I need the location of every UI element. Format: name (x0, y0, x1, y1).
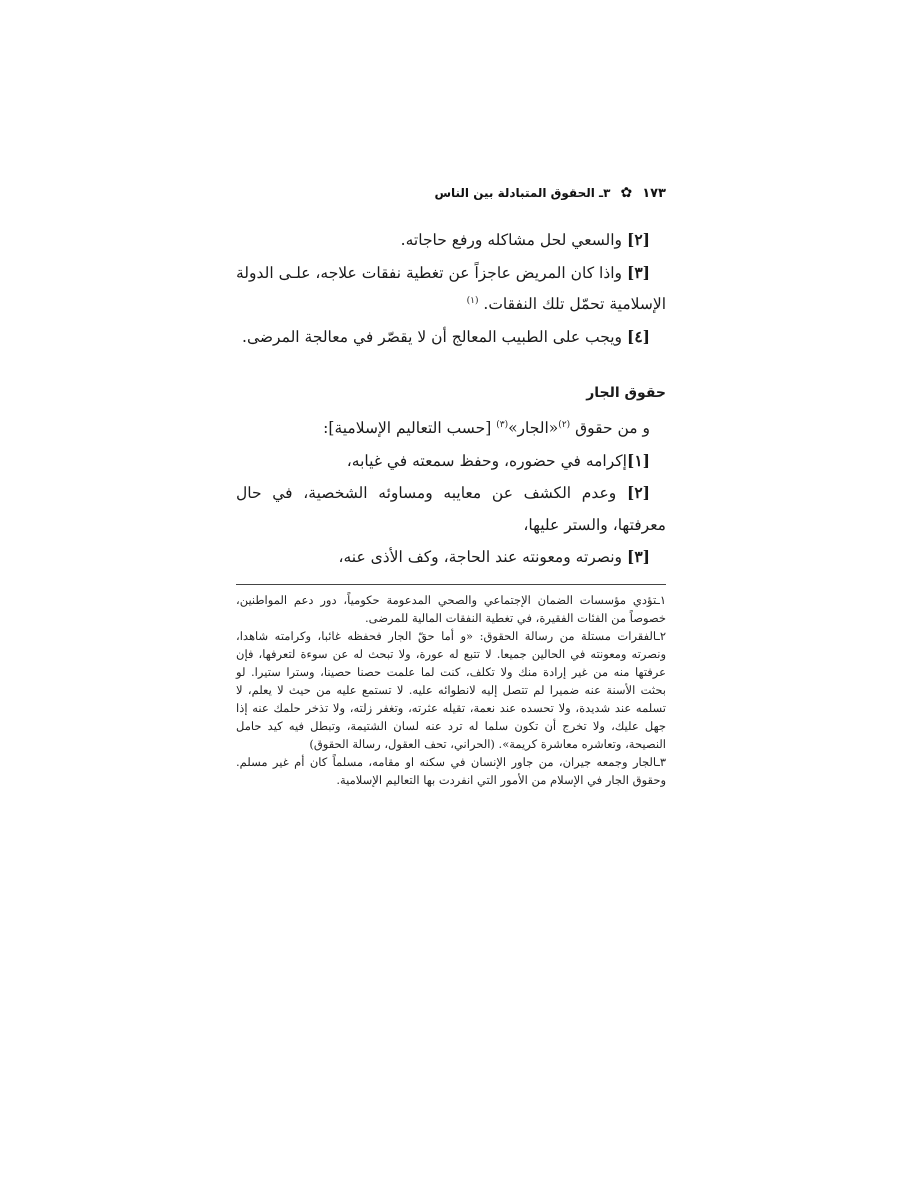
intro-keyword: «الجار» (508, 419, 559, 437)
paragraph (236, 321, 666, 354)
paragraph-text: ويجب على الطبيب المعالج أن لا يقصّر في معالجة المرضى. (242, 327, 627, 346)
paragraph-text: ونصرته ومعونته عند الحاجة، وكف الأذى عنه، (338, 548, 627, 566)
book-page (236, 180, 666, 789)
paragraph-text: وعدم الكشف عن معايبه ومساوئه الشخصية، في حال معرفتها، والستر عليها، (236, 484, 666, 534)
footnote-text: الجار وجمعه جيران، من جاور الإنسان في سكنه او مقامه، مسلماً كان أم غير مسلم. وحقوق الجار في الإسلام من الأمور التي انفردت بها التعاليم الإسلامية. (236, 754, 666, 787)
footnote-text: الفقرات مستلة من رسالة الحقوق: «و أما حقّ الجار فحفظه غائبا، وكرامته شاهدا، ونصرته ومعونته في الحالين جميعا. لا تتبع له عورة، ولا تبحث له عن سوءة لتعرفها، فإن عرفتها منه من غير إرادة منك ولا تكلف، كنت لما علمت حصنا حصينا، وسترا ستيرا. لو بحثت الأسنة عنه ضميرا لم تتصل إليه لانطوائه عليه. لا تستمع عليه من حيث لا يعلم، لا تسلمه عند شديدة، ولا تحسده عند نعمة، تقيله عثرته، وتغفر زلته، ولا تذخر حلمك عنه إذا جهل عليك، ولا تخرج أن تكون سلما له ترد عنه لسان الشتيمة، وتبطل فيه كيد حامل النصيحة، وتعاشره معاشرة كريمة». (الحراني، تحف العقول، رسالة الحقوق) (236, 628, 666, 751)
footnote-ref: (٢) (558, 419, 571, 430)
paragraph (236, 257, 666, 321)
paragraph-text: إكرامه في حضوره، وحفظ سمعته في غيابه، (346, 451, 627, 470)
paragraph-text: واذا كان المريض عاجزاً عن تغطية نفقات علاجه، علـى الدولة الإسلامية تحمّل تلك النفقات. (236, 263, 666, 313)
running-head (236, 180, 666, 206)
paragraph (236, 224, 666, 257)
footnote-label: ٣ـ (656, 754, 666, 769)
item-number: [٢] (626, 230, 650, 249)
footnote-text: تؤدي مؤسسات الضمان الإجتماعي والصحي المدعومة حكومياً، دور دعم المواطنين، خصوصاً من الفئات الفقيرة، في تغطية النفقات المالية للمرضى. (236, 592, 666, 625)
item-number: [٣] (626, 547, 650, 566)
item-number: [١] (626, 450, 650, 470)
paragraph (236, 477, 666, 541)
main-text (236, 224, 666, 574)
section-intro (236, 413, 666, 445)
flower-ornament-icon: ✿ (620, 185, 633, 201)
intro-text: و من حقوق (570, 419, 650, 437)
footnote (236, 627, 666, 753)
item-number: [٣] (626, 262, 650, 282)
section-heading: حقوق الجار (586, 385, 666, 401)
item-number: [٢] (626, 483, 650, 502)
paragraph-text: والسعي لحل مشاكله ورفع حاجاته. (400, 231, 627, 249)
footnote-ref: (١) (466, 295, 479, 306)
footnote-ref: (٣) (496, 419, 509, 430)
paragraph (236, 541, 666, 574)
intro-text-end: [حسب التعاليم الإسلامية]: (323, 419, 497, 437)
footnote-label: ١ـ (656, 592, 666, 607)
footnotes (236, 584, 666, 789)
footnote (236, 591, 666, 627)
chapter-title: ٣ـ الحقوق المتبادلة بين الناس (434, 186, 611, 200)
item-number: [٤] (626, 326, 650, 346)
footnote-label: ٢ـ (656, 628, 666, 643)
paragraph (236, 445, 666, 478)
page-number: ١٧٣ (642, 185, 666, 201)
footnote (236, 753, 666, 789)
